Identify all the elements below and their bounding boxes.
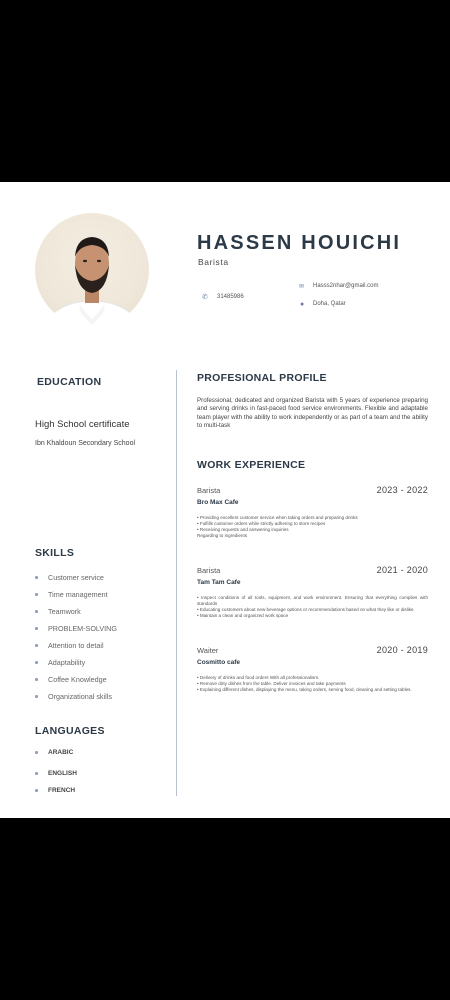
education-degree: High School certificate [35,419,130,430]
skill-item: Attention to detail [35,641,117,658]
profile-photo [35,213,149,327]
profile-summary: Professional, dedicated and organized Barista with 5 years of experience preparing and serving drinks in fast-paced food service environments. Flexible and adaptable team player with the ability to work independently or as part of a team and the ability to multi-task [197,397,428,429]
language-item: ENGLISH [35,770,77,777]
email-icon: ✉ [299,284,305,290]
duty-item: • Fulfills customer orders while strictly adhering to store recipes [197,521,326,526]
duty-item: • Maintain a clean and organized work space [197,613,289,618]
profile-heading: PROFESIONAL PROFILE [197,372,327,384]
email-address: Hasss2nhar@gmail.com [313,283,379,289]
job-years: 2020 - 2019 [376,645,428,655]
bullet-icon [35,678,38,681]
location: Doha, Qatar [313,301,346,307]
skill-item: Teamwork [35,607,117,624]
duty-item: • Inspect conditions of all tools, equipment, and work environment. Ensuring that everything complies with standards [197,595,428,606]
skill-item: PROBLEM-SOLVING [35,624,117,641]
job-title: Waiter [197,646,219,655]
bullet-icon [35,772,38,775]
skill-item: Adaptability [35,658,117,675]
job-years: 2023 - 2022 [376,485,428,495]
bullet-icon [35,593,38,596]
bullet-icon [35,627,38,630]
language-item: ARABIC [35,749,73,756]
job-years: 2021 - 2020 [376,565,428,575]
duty-item: • Delivery of drinks and food orders With all professionalism. [197,675,320,680]
column-divider [176,370,177,796]
duty-item: Regarding to ingredients [197,533,248,538]
job-company: Cosmitto cafe [197,659,240,666]
bullet-icon [35,789,38,792]
bullet-icon [35,661,38,664]
language-item: FRENCH [35,787,75,794]
job-duties [197,515,428,539]
bullet-icon [35,644,38,647]
bullet-icon [35,751,38,754]
duty-item: • Receiving requests and answering inquiries [197,527,289,532]
experience-heading: WORK EXPERIENCE [197,459,306,471]
candidate-role: Barista [198,257,229,267]
duty-item: • Educating customers about new beverage options or recommendations based on what they like or dislike [197,607,414,612]
job-company: Tam Tam Cafe [197,579,241,586]
skill-item: Coffee Knowledge [35,675,117,692]
bullet-icon [35,576,38,579]
duty-item: • Providing excellent customer service when taking orders and preparing drinks [197,515,358,520]
bullet-icon [35,610,38,613]
phone-icon: ✆ [202,294,208,301]
skill-item: Time management [35,590,117,607]
bullet-icon [35,695,38,698]
duty-item: • Remove dirty dishes from the table. Deliver invoices and take payments [197,681,346,686]
job-title: Barista [197,486,221,495]
education-school: Ibn Khaldoun Secondary School [35,440,136,447]
skill-item: Organizational skills [35,692,117,709]
resume-page [0,182,450,818]
skills-heading: SKILLS [35,547,75,559]
job-company: Bro Max Cafe [197,499,239,506]
job-title: Barista [197,566,221,575]
job-duties [197,595,428,619]
duty-item: • Explaining different dishes, displaying the menu, taking orders, serving food, cleaning and setting tables. [197,687,412,692]
languages-heading: LANGUAGES [35,725,105,737]
job-duties [197,675,428,693]
location-pin-icon: ● [300,301,305,308]
education-heading: EDUCATION [37,376,102,388]
skills-list [35,573,117,709]
skill-item: Customer service [35,573,117,590]
phone-number: 31485986 [217,294,244,300]
candidate-name: HASSEN HOUICHI [197,232,402,254]
